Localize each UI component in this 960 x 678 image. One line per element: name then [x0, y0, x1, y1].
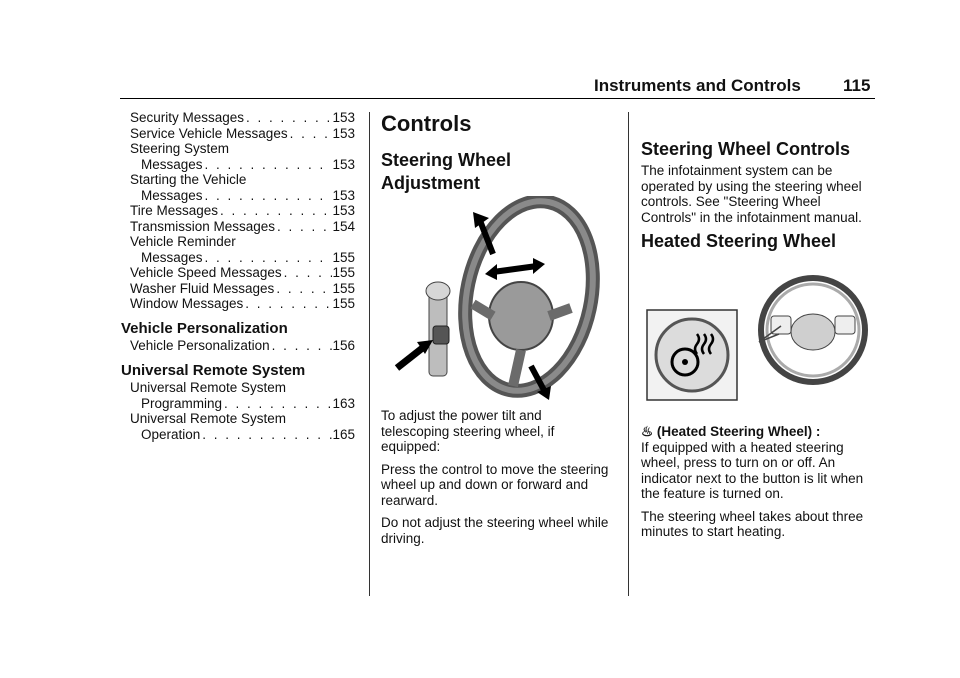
toc-entry[interactable]: Washer Fluid Messages . . . 155	[130, 281, 355, 297]
heated-wheel-label: ♨ (Heated Steering Wheel) :	[641, 424, 821, 439]
toc-entry-line1: Starting the Vehicle	[130, 172, 247, 187]
toc-entry[interactable]: Tire Messages . . . 153	[130, 203, 355, 219]
subheading-steering-adjustment: Steering Wheel Adjustment	[381, 150, 512, 193]
index-column	[121, 110, 355, 442]
heated-steering-wheel-icon: ♨	[641, 424, 654, 439]
steering-adjustment-illustration	[381, 196, 610, 402]
adjustment-text	[381, 408, 609, 546]
toc-section-heading: Universal Remote System	[121, 361, 306, 379]
toc-entry[interactable]: Vehicle Personalization . . . 156	[130, 338, 355, 354]
toc-entry[interactable]: Security Messages . . . 153	[130, 110, 355, 126]
toc-entry-line1: Steering System	[130, 141, 230, 156]
steering-adjustment-figure	[381, 196, 610, 402]
section-heading-controls: Controls	[381, 111, 472, 136]
toc-entry[interactable]: Messages . . . 153	[130, 188, 355, 204]
toc-entry[interactable]: Window Messages . . . 155	[130, 296, 355, 312]
toc-entry[interactable]: Messages . . . 153	[130, 157, 355, 173]
heated-wheel-text	[641, 424, 873, 540]
toc-entry-line1: Universal Remote System	[130, 380, 287, 395]
subheading-heated-wheel: Heated Steering Wheel	[641, 231, 837, 251]
steering-controls-text	[641, 163, 873, 225]
paragraph: The infotainment system can be operated by using the steering wheel controls. See "Steering Wheel Controls" in the infotainment manual.	[641, 163, 862, 225]
section-title: Instruments and Controls	[594, 76, 801, 95]
toc-entry[interactable]: Service Vehicle Messages . . . 153	[130, 126, 355, 142]
toc-entry-line1: Vehicle Reminder	[130, 234, 236, 249]
paragraph: To adjust the power tilt and telescoping steering wheel, if equipped:	[381, 408, 555, 454]
toc-section-heading: Vehicle Personalization	[121, 319, 288, 337]
toc-entry[interactable]: Operation . . . 165	[130, 427, 355, 443]
header-rule	[120, 98, 875, 99]
column-divider-right	[628, 112, 629, 596]
paragraph: The steering wheel takes about three minutes to start heating.	[641, 508, 864, 539]
paragraph: Press the control to move the steering wheel up and down or forward and rearward.	[381, 461, 609, 508]
toc-entry[interactable]: Messages . . . 155	[130, 250, 355, 266]
heated-wheel-illustration	[641, 268, 873, 416]
heated-wheel-figure	[641, 268, 873, 416]
paragraph: If equipped with a heated steering wheel, press to turn on or off. An indicator next to the button is lit when the feature is turned on.	[641, 439, 864, 501]
toc-entry-line1: Universal Remote System	[130, 411, 287, 426]
page-number: 115	[843, 76, 871, 95]
paragraph: Do not adjust the steering wheel while driving.	[381, 515, 609, 546]
column-divider-left	[369, 112, 370, 596]
subheading-steering-controls: Steering Wheel Controls	[641, 139, 851, 159]
toc-entry[interactable]: Programming . . . 163	[130, 396, 355, 412]
toc-entry[interactable]: Transmission Messages . . . 154	[130, 219, 355, 235]
toc-entry[interactable]: Vehicle Speed Messages . . . 155	[130, 265, 355, 281]
